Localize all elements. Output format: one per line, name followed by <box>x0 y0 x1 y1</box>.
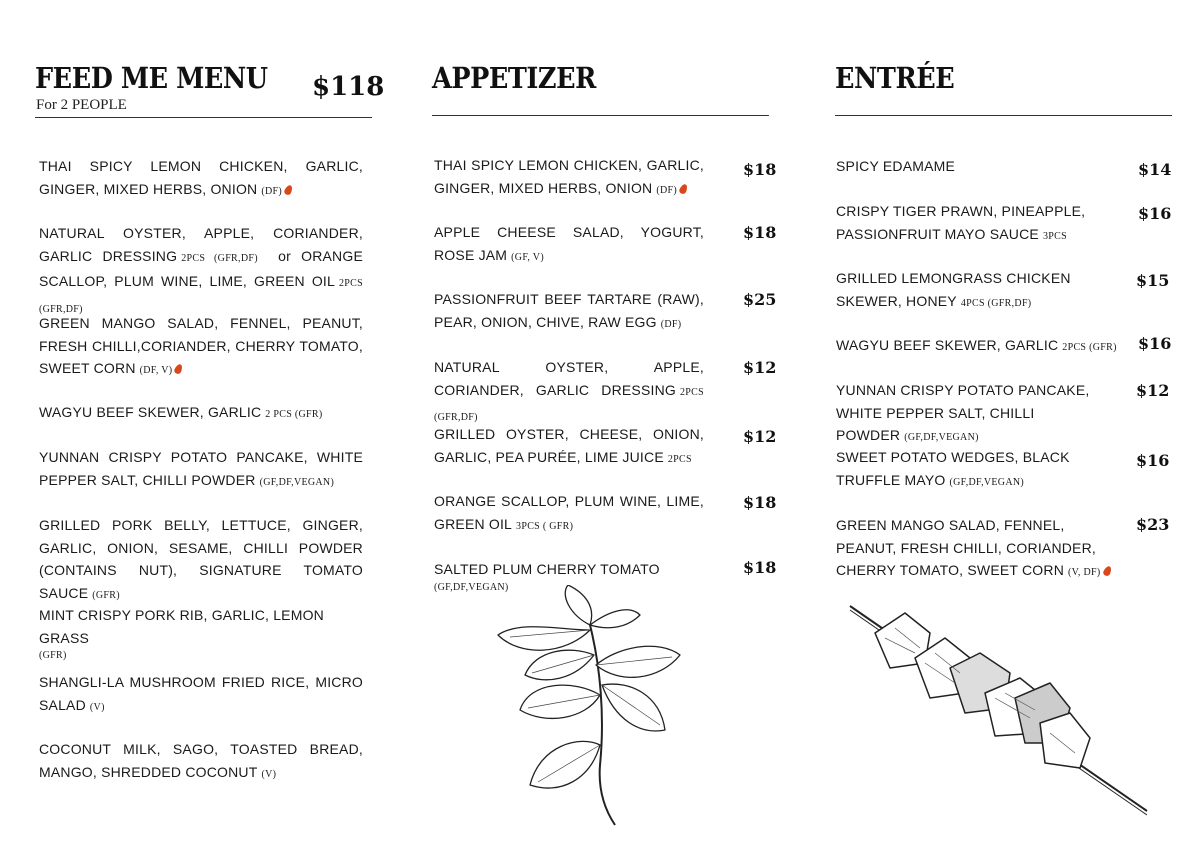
menu-item: GRILLED LEMONGRASS CHICKEN SKEWER, HONEY 4PCS (GFR,DF) <box>836 270 1071 309</box>
dietary-tag: 2PCS <box>667 453 692 465</box>
item-price: $15 <box>1136 271 1170 290</box>
menu-item: PASSIONFRUIT BEEF TARTARE (RAW), PEAR, ONION, CHIVE, RAW EGG (DF) <box>434 291 704 330</box>
dietary-tag: (DF) <box>660 318 682 330</box>
chili-pepper-icon <box>1102 565 1113 577</box>
dietary-tag: (GF,DF,VEGAN) <box>949 476 1025 488</box>
appetizer-divider <box>432 115 769 116</box>
menu-item: NATURAL OYSTER, APPLE, CORIANDER, GARLIC DRESSING 2PCS (GFR,DF) or ORANGE SCALLOP, PLUM WINE, LIME, GREEN OIL 2PCS (GFR,DF) <box>39 225 363 315</box>
menu-item: SWEET POTATO WEDGES, BLACK TRUFFLE MAYO (GF,DF,VEGAN) <box>836 449 1070 488</box>
dietary-tag: (GF,DF,VEGAN) <box>434 581 509 593</box>
item-price: $14 <box>1138 160 1172 179</box>
menu-item: YUNNAN CRISPY POTATO PANCAKE, WHITE PEPPER SALT, CHILLI POWDER (GF,DF,VEGAN) <box>836 382 1090 443</box>
dietary-tag: (DF) <box>656 184 677 196</box>
dietary-tag: (DF) <box>261 185 282 197</box>
menu-item: THAI SPICY LEMON CHICKEN, GARLIC, GINGER, MIXED HERBS, ONION (DF) <box>39 158 363 197</box>
menu-item: APPLE CHEESE SALAD, YOGURT, ROSE JAM (GF, V) <box>434 224 704 263</box>
item-price: $18 <box>743 493 777 512</box>
item-price: $16 <box>1138 334 1172 353</box>
dietary-tag: (GF,DF,VEGAN) <box>259 476 335 488</box>
entree-divider <box>835 115 1172 116</box>
feed-me-price: $118 <box>312 72 385 102</box>
menu-item: GREEN MANGO SALAD, FENNEL, PEANUT, FRESH CHILLI,CORIANDER, CHERRY TOMATO, SWEET CORN (DF, V) <box>39 315 363 376</box>
menu-item: SHANGLI-LA MUSHROOM FRIED RICE, MICRO SALAD (V) <box>39 674 363 713</box>
chili-pepper-icon <box>678 182 689 194</box>
dietary-tag: 3PCS <box>1042 230 1067 242</box>
dietary-tag: (GFR) <box>92 589 120 601</box>
item-price: $18 <box>743 223 777 242</box>
dietary-tag: (V) <box>89 701 105 713</box>
feed-me-subtitle: For 2 PEOPLE <box>36 97 127 113</box>
basil-leaves-illustration <box>490 585 690 835</box>
feed-me-title: FEED ME MENU <box>35 61 268 95</box>
item-price: $12 <box>1136 381 1170 400</box>
item-price: $12 <box>743 427 777 446</box>
menu-item: CRISPY TIGER PRAWN, PINEAPPLE, PASSIONFRUIT MAYO SAUCE 3PCS <box>836 203 1086 242</box>
item-price: $25 <box>743 290 777 309</box>
item-price: $18 <box>743 558 777 577</box>
dietary-tag: (V) <box>261 768 277 780</box>
dietary-tag: 2 PCS (GFR) <box>265 409 323 420</box>
menu-item: THAI SPICY LEMON CHICKEN, GARLIC, GINGER, MIXED HERBS, ONION (DF) <box>434 157 704 196</box>
dietary-tag: (GF, V) <box>511 251 544 263</box>
menu-item: GREEN MANGO SALAD, FENNEL, PEANUT, FRESH CHILLI, CORIANDER, CHERRY TOMATO, SWEET CORN (V, DF) <box>836 514 1126 585</box>
item-price: $12 <box>743 358 777 377</box>
dietary-tag: (DF, V) <box>139 365 173 376</box>
menu-item: GRILLED OYSTER, CHEESE, ONION, GARLIC, PEA PURÉE, LIME JUICE 2PCS <box>434 426 704 465</box>
dietary-tag: 3PCS ( GFR) <box>516 520 574 532</box>
menu-item: SALTED PLUM CHERRY TOMATO (GF,DF,VEGAN) <box>434 558 704 595</box>
item-price: $23 <box>1136 515 1170 534</box>
menu-item: GRILLED PORK BELLY, LETTUCE, GINGER, GARLIC, ONION, SESAME, CHILLI POWDER (CONTAINS NUT), SIGNATURE TOMATO SAUCE (GFR) <box>39 517 363 601</box>
entree-title: ENTRÉE <box>835 61 955 95</box>
dietary-tag: 2PCS (GFR,DF) <box>434 386 704 423</box>
dietary-tag: (V, DF) <box>1068 567 1101 578</box>
dietary-tag: 2PCS (GFR,DF) <box>39 278 363 315</box>
dietary-tag: (GF,DF,VEGAN) <box>904 432 979 443</box>
chili-pepper-icon <box>174 363 185 375</box>
dietary-tag: (GFR) <box>39 650 67 661</box>
item-price: $16 <box>1136 451 1170 470</box>
dietary-tag: 4PCS (GFR,DF) <box>960 297 1032 309</box>
meat-skewer-illustration <box>845 598 1155 818</box>
menu-item: MINT CRISPY PORK RIB, GARLIC, LEMON GRASS (GFR) <box>39 604 363 663</box>
item-price: $16 <box>1138 204 1172 223</box>
menu-item: COCONUT MILK, SAGO, TOASTED BREAD, MANGO, SHREDDED COCONUT (V) <box>39 741 363 780</box>
appetizer-title: APPETIZER <box>432 61 596 95</box>
menu-item: YUNNAN CRISPY POTATO PANCAKE, WHITE PEPPER SALT, CHILLI POWDER (GF,DF,VEGAN) <box>39 449 363 488</box>
menu-item: SPICY EDAMAME <box>836 158 956 174</box>
menu-item: WAGYU BEEF SKEWER, GARLIC 2 PCS (GFR) <box>39 404 323 420</box>
item-price: $18 <box>743 160 777 179</box>
dietary-tag: 2PCS (GFR,DF) <box>181 252 258 264</box>
chili-pepper-icon <box>283 183 294 195</box>
feed-me-divider <box>35 117 372 118</box>
menu-item: ORANGE SCALLOP, PLUM WINE, LIME, GREEN OIL 3PCS ( GFR) <box>434 493 704 532</box>
dietary-tag: 2PCS (GFR) <box>1062 342 1117 353</box>
menu-item: WAGYU BEEF SKEWER, GARLIC 2PCS (GFR) <box>836 337 1117 353</box>
menu-item: NATURAL OYSTER, APPLE, CORIANDER, GARLIC DRESSING 2PCS (GFR,DF) <box>434 359 704 423</box>
